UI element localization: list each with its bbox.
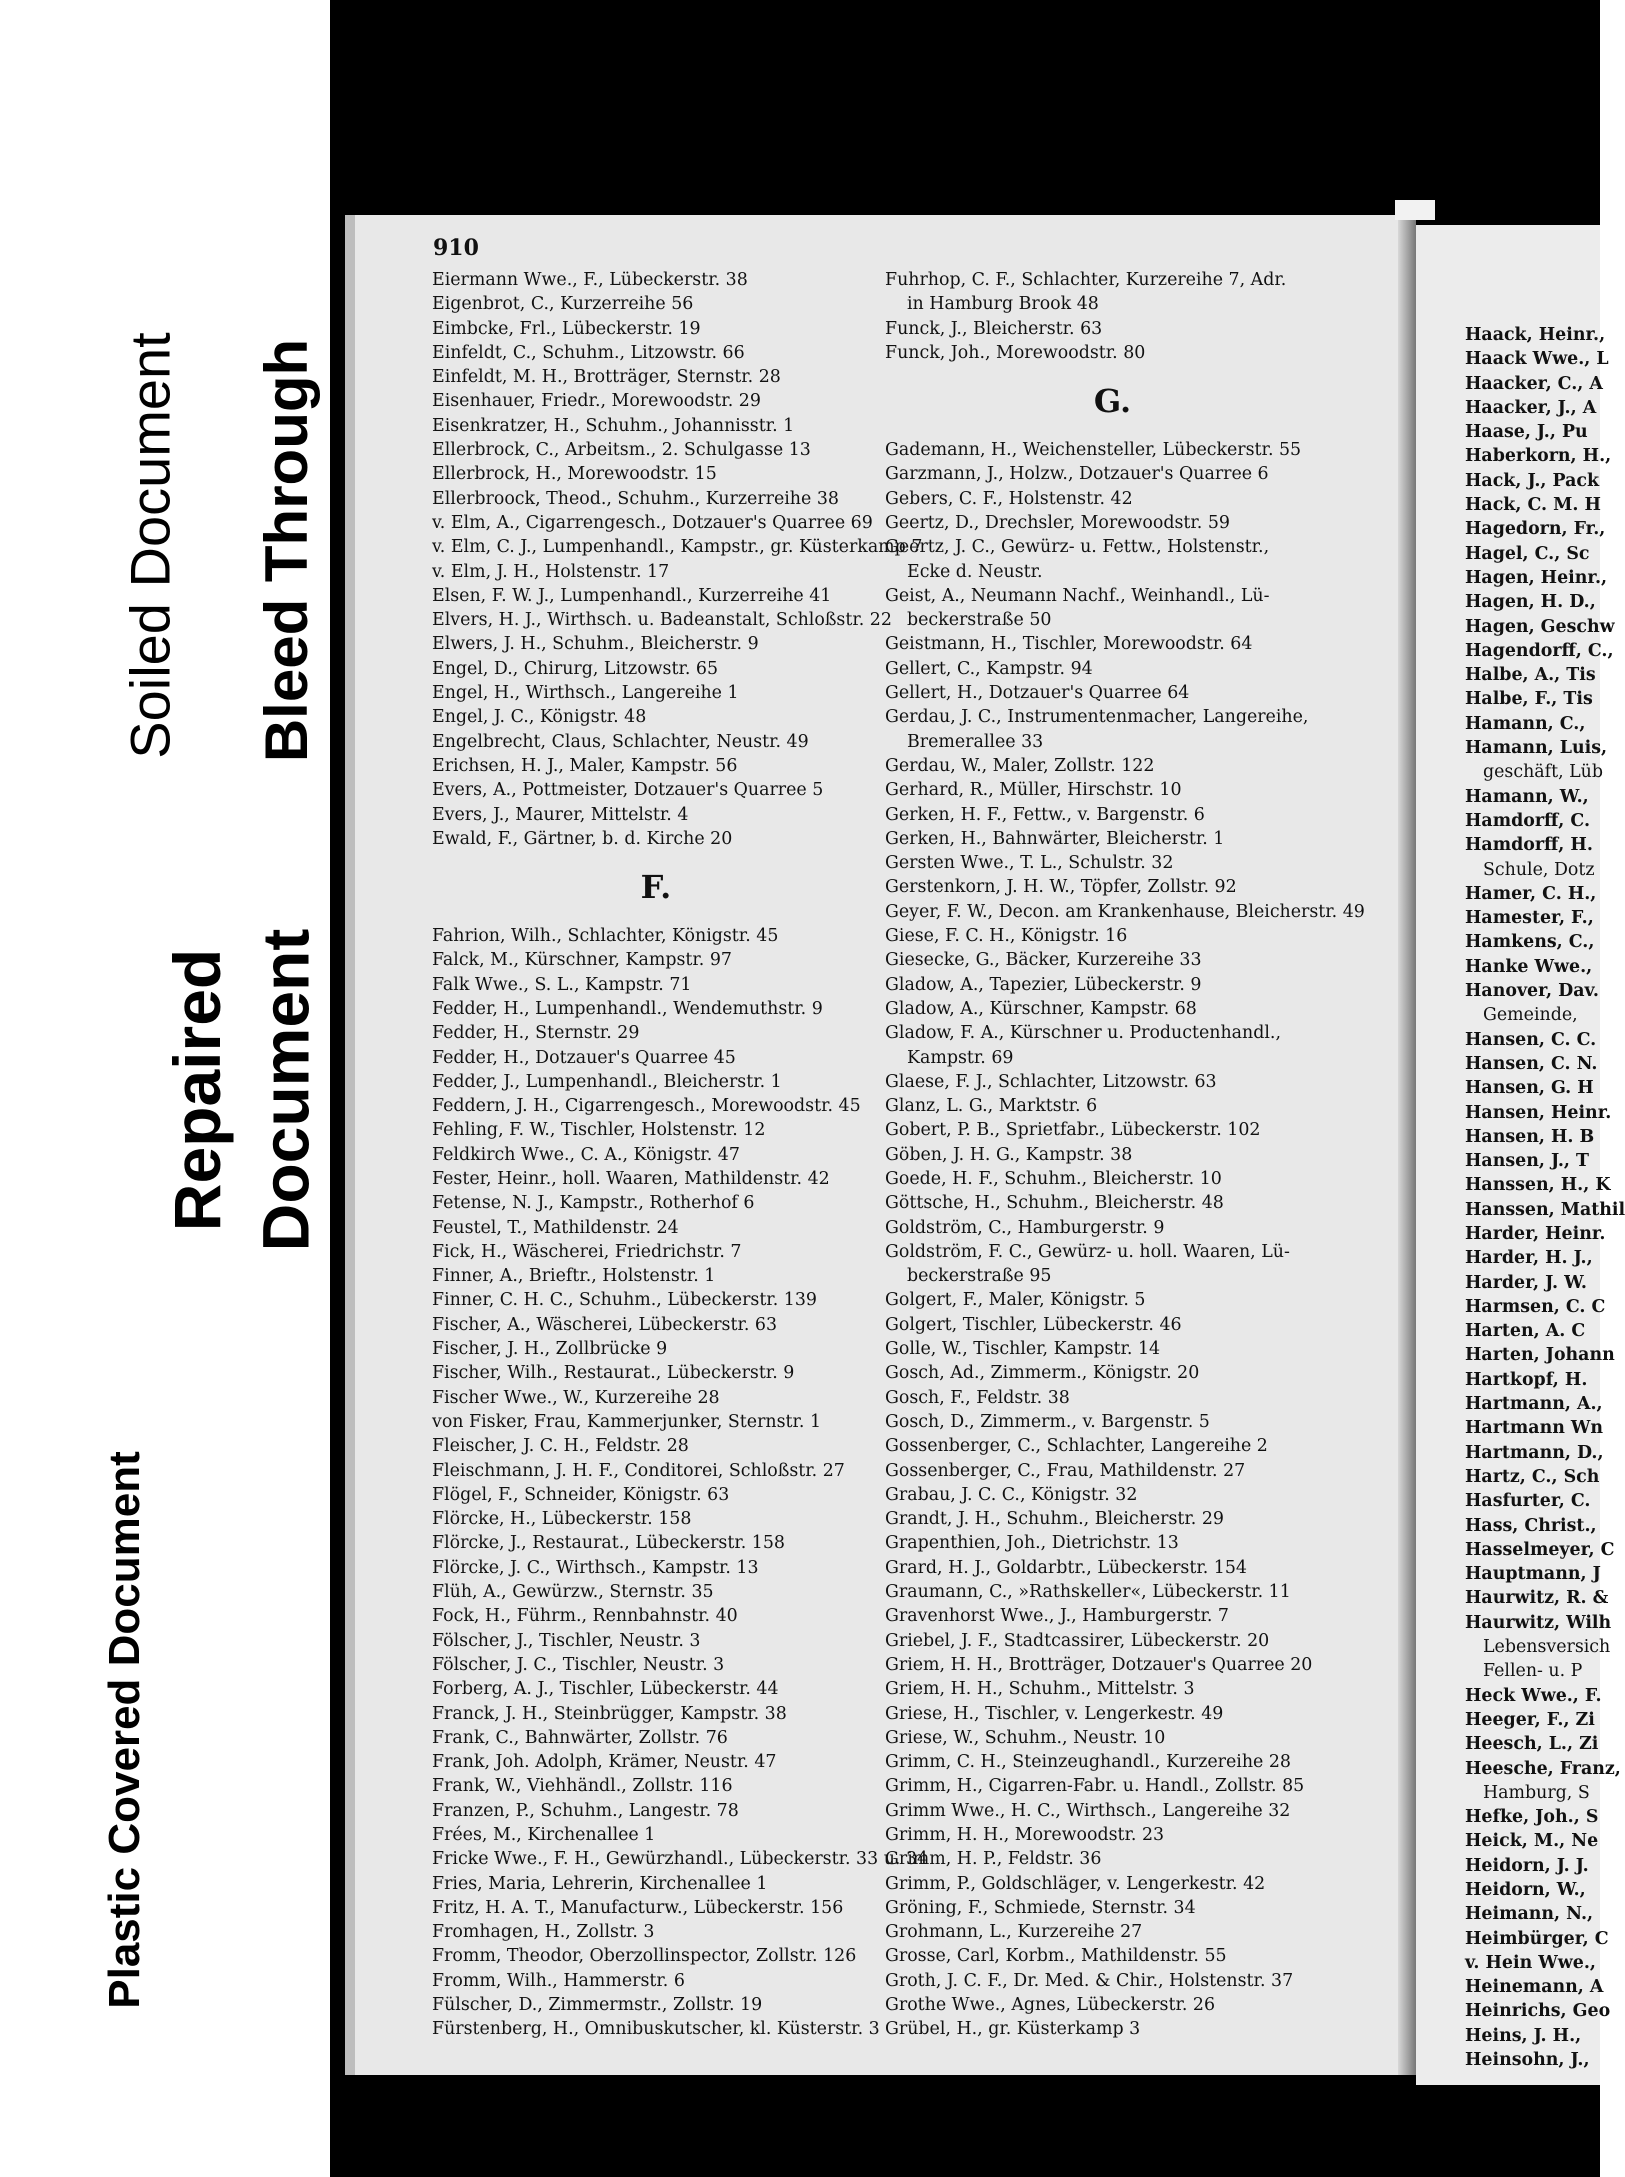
section-letter: F. [640, 868, 672, 907]
facing-page-entry: Haacker, J., A [1465, 397, 1597, 418]
directory-entry: Flögel, F., Schneider, Königstr. 63 [432, 1484, 730, 1505]
facing-page-entry: Hauptmann, J [1465, 1564, 1601, 1585]
directory-entry: Frank, W., Viehhändl., Zollstr. 116 [432, 1776, 733, 1797]
directory-entry: Engel, H., Wirthsch., Langereihe 1 [432, 683, 739, 704]
directory-entry: Flörcke, J. C., Wirthsch., Kampstr. 13 [432, 1557, 759, 1578]
directory-entry: beckerstraße 50 [907, 610, 1052, 631]
directory-entry: Fromm, Theodor, Oberzollinspector, Zollstr. 126 [432, 1946, 857, 1967]
directory-entry: Glanz, L. G., Marktstr. 6 [885, 1096, 1098, 1117]
directory-entry: Fülscher, D., Zimmermstr., Zollstr. 19 [432, 1995, 763, 2016]
facing-page-entry: Hamdorff, H. [1465, 835, 1593, 856]
facing-page-entry: Hack, J., Pack [1465, 470, 1600, 491]
directory-entry: Fester, Heinr., holl. Waaren, Mathildenstr. 42 [432, 1168, 830, 1189]
directory-entry: Fischer, J. H., Zollbrücke 9 [432, 1339, 668, 1360]
directory-entry: Frank, Joh. Adolph, Krämer, Neustr. 47 [432, 1752, 777, 1773]
directory-entry: v. Elm, C. J., Lumpenhandl., Kampstr., gr. Küsterkamp 7 [432, 537, 923, 558]
directory-entry: Golgert, F., Maler, Königstr. 5 [885, 1290, 1146, 1311]
directory-entry: Gladow, F. A., Kürschner u. Productenhandl., [885, 1023, 1281, 1044]
directory-entry: Fries, Maria, Lehrerin, Kirchenallee 1 [432, 1873, 768, 1894]
directory-entry: Grimm, H., Cigarren-Fabr. u. Handl., Zollstr. 85 [885, 1776, 1305, 1797]
repaired-document-label: Document [240, 870, 330, 1310]
directory-entry: Golgert, Tischler, Lübeckerstr. 46 [885, 1314, 1182, 1335]
directory-entry: Elwers, J. H., Schuhm., Bleicherstr. 9 [432, 634, 759, 655]
directory-entry: Engelbrecht, Claus, Schlachter, Neustr. 49 [432, 731, 809, 752]
directory-entry: Funck, Joh., Morewoodstr. 80 [885, 342, 1146, 363]
directory-entry: Grapenthien, Joh., Dietrichstr. 13 [885, 1533, 1179, 1554]
directory-entry: Grabau, J. C. C., Königstr. 32 [885, 1484, 1138, 1505]
directory-entry: Fischer Wwe., W., Kurzereihe 28 [432, 1387, 720, 1408]
facing-page-entry: Haacker, C., A [1465, 373, 1603, 394]
directory-entry: Flüh, A., Gewürzw., Sternstr. 35 [432, 1582, 714, 1603]
directory-entry: Fischer, Wilh., Restaurat., Lübeckerstr. 9 [432, 1363, 795, 1384]
directory-entry: Eisenhauer, Friedr., Morewoodstr. 29 [432, 391, 761, 412]
page-number: 910 [433, 235, 479, 261]
facing-page-entry: Harder, J. W. [1465, 1272, 1587, 1293]
directory-entry: Fuhrhop, C. F., Schlachter, Kurzereihe 7, Adr. [885, 270, 1287, 290]
facing-page-entry: Hamkens, C., [1465, 932, 1595, 953]
directory-entry: Fleischmann, J. H. F., Conditorei, Schloßstr. 27 [432, 1460, 845, 1481]
directory-entry: Griem, H. H., Schuhm., Mittelstr. 3 [885, 1679, 1195, 1700]
directory-entry: Fromhagen, H., Zollstr. 3 [432, 1922, 655, 1943]
directory-entry: Geist, A., Neumann Nachf., Weinhandl., Lü- [885, 585, 1270, 606]
directory-entry: Golle, W., Tischler, Kampstr. 14 [885, 1339, 1161, 1360]
directory-entry: Engel, D., Chirurg, Litzowstr. 65 [432, 658, 719, 679]
facing-page-entry: Heinrichs, Geo [1465, 2001, 1611, 2022]
directory-entry: Fock, H., Führm., Rennbahnstr. 40 [432, 1606, 738, 1627]
directory-entry: Evers, A., Pottmeister, Dotzauer's Quarree 5 [432, 780, 824, 801]
facing-page-entry: Hasfurter, C. [1465, 1491, 1591, 1512]
directory-entry: Grimm, H. P., Feldstr. 36 [885, 1849, 1102, 1870]
facing-page-entry: Hanover, Dav. [1465, 981, 1599, 1002]
directory-entry: v. Elm, J. H., Holstenstr. 17 [432, 561, 670, 582]
facing-page-entry: Hamann, C., [1465, 713, 1586, 734]
directory-entry: Griese, H., Tischler, v. Lengerkestr. 49 [885, 1703, 1224, 1724]
directory-entry: Gosch, D., Zimmerm., v. Bargenstr. 5 [885, 1411, 1210, 1432]
directory-entry: Griebel, J. F., Stadtcassirer, Lübeckerstr. 20 [885, 1630, 1270, 1651]
directory-entry: Gerken, H., Bahnwärter, Bleicherstr. 1 [885, 828, 1225, 849]
directory-entry: Feldkirch Wwe., C. A., Königstr. 47 [432, 1144, 740, 1165]
directory-entry: Gerken, H. F., Fettw., v. Bargenstr. 6 [885, 804, 1205, 825]
directory-entry: Gröning, F., Schmiede, Sternstr. 34 [885, 1897, 1196, 1918]
facing-page-entry: Haack, Heinr., [1465, 325, 1606, 345]
facing-page-entry: Hamer, C. H., [1465, 883, 1597, 904]
directory-entry: Fedder, H., Sternstr. 29 [432, 1023, 640, 1044]
page-gutter [1398, 215, 1416, 2075]
facing-page-entry: Heidorn, W., [1465, 1880, 1586, 1900]
directory-entry: Gladow, A., Tapezier, Lübeckerstr. 9 [885, 974, 1202, 995]
directory-entry: Fischer, A., Wäscherei, Lübeckerstr. 63 [432, 1314, 778, 1335]
facing-page-entry: Hanssen, H., K [1465, 1175, 1611, 1196]
facing-page-entry: Heins, J. H., [1465, 2025, 1582, 2046]
directory-entry: Fürstenberg, H., Omnibuskutscher, kl. Küsterstr. 3 [432, 2019, 880, 2040]
facing-page-entry: Hagedorn, Fr., [1465, 519, 1606, 540]
directory-entry: Griem, H. H., Brotträger, Dotzauer's Quarree 20 [885, 1654, 1313, 1675]
facing-page-entry: Schule, Dotz [1483, 859, 1595, 880]
directory-entry: Gellert, H., Dotzauer's Quarree 64 [885, 683, 1190, 704]
directory-entry: Gobert, P. B., Sprietfabr., Lübeckerstr. 102 [885, 1120, 1261, 1141]
directory-entry: Kampstr. 69 [907, 1047, 1014, 1068]
directory-entry: Eigenbrot, C., Kurzerreihe 56 [432, 294, 694, 315]
directory-entry: von Fisker, Frau, Kammerjunker, Sternstr. 1 [432, 1411, 822, 1432]
directory-entry: Glaese, F. J., Schlachter, Litzowstr. 63 [885, 1071, 1217, 1092]
directory-entry: Fick, H., Wäscherei, Friedrichstr. 7 [432, 1241, 742, 1262]
directory-entry: Göben, J. H. G., Kampstr. 38 [885, 1144, 1133, 1165]
bleed-through-label: Bleed Through [232, 250, 342, 850]
directory-entry: v. Elm, A., Cigarrengesch., Dotzauer's Quarree 69 [432, 512, 873, 533]
facing-page-entry: Haack Wwe., L [1465, 349, 1609, 370]
directory-entry: Goldström, C., Hamburgerstr. 9 [885, 1217, 1165, 1238]
facing-page-column [1465, 323, 1625, 2072]
facing-page-entry: Fellen- u. P [1483, 1661, 1583, 1682]
facing-page-entry: Hagendorff, C., [1465, 640, 1614, 661]
directory-entry: Giese, F. C. H., Königstr. 16 [885, 926, 1128, 947]
directory-entry: Grohmann, L., Kurzereihe 27 [885, 1922, 1143, 1943]
facing-page-entry: Heck Wwe., F. [1465, 1685, 1602, 1706]
facing-page-entry: Heimann, N., [1465, 1904, 1594, 1925]
facing-page-entry: Halbe, F., Tis [1465, 689, 1593, 710]
facing-page-entry: Heesch, L., Zi [1465, 1734, 1599, 1755]
facing-page-entry: Heinsohn, J., [1465, 2050, 1590, 2071]
directory-entry: Gladow, A., Kürschner, Kampstr. 68 [885, 998, 1197, 1019]
directory-entry: Gerdau, W., Maler, Zollstr. 122 [885, 755, 1155, 776]
directory-entry: Gademann, H., Weichensteller, Lübeckerstr. 55 [885, 440, 1302, 461]
facing-page-entry: Hefke, Joh., S [1465, 1807, 1599, 1828]
directory-entry: Funck, J., Bleicherstr. 63 [885, 318, 1103, 339]
facing-page-entry: Haberkorn, H., [1465, 446, 1612, 467]
facing-page-entry: Harten, Johann [1465, 1345, 1615, 1366]
directory-entry: Fetense, N. J., Kampstr., Rotherhof 6 [432, 1193, 755, 1214]
directory-entry: Gossenberger, C., Frau, Mathildenstr. 27 [885, 1460, 1246, 1481]
directory-entry: Forberg, A. J., Tischler, Lübeckerstr. 44 [432, 1679, 779, 1700]
facing-page-entry: Hansen, Heinr. [1465, 1102, 1612, 1123]
facing-page-entry: Hansen, C. C. [1465, 1029, 1597, 1050]
directory-entry: Finner, C. H. C., Schuhm., Lübeckerstr. 139 [432, 1290, 817, 1311]
facing-page-entry: Heeger, F., Zi [1465, 1709, 1595, 1730]
directory-entry: Grandt, J. H., Schuhm., Bleicherstr. 29 [885, 1509, 1224, 1530]
facing-page-entry: Hass, Christ., [1465, 1515, 1597, 1536]
facing-page-entry: Hamburg, S [1483, 1782, 1590, 1803]
directory-entry: Evers, J., Maurer, Mittelstr. 4 [432, 804, 689, 825]
directory-entry: Fahrion, Wilh., Schlachter, Königstr. 45 [432, 926, 779, 947]
directory-entry: Eiermann Wwe., F., Lübeckerstr. 38 [432, 270, 748, 290]
directory-entry: Erichsen, H. J., Maler, Kampstr. 56 [432, 755, 738, 776]
directory-entry: Eisenkratzer, H., Schuhm., Johannisstr. 1 [432, 415, 795, 436]
directory-entry: Geistmann, H., Tischler, Morewoodstr. 64 [885, 634, 1253, 655]
directory-entry: Grosse, Carl, Korbm., Mathildenstr. 55 [885, 1946, 1227, 1967]
directory-entry: Engel, J. C., Königstr. 48 [432, 707, 647, 728]
directory-entry: Gosch, F., Feldstr. 38 [885, 1387, 1070, 1408]
directory-entry: Franck, J. H., Steinbrügger, Kampstr. 38 [432, 1703, 787, 1724]
facing-page-entry: Hartmann Wn [1465, 1418, 1604, 1439]
facing-page-entry: v. Hein Wwe., [1465, 1952, 1596, 1973]
facing-page-entry: Hanssen, Mathil [1465, 1199, 1625, 1220]
facing-page-entry: Heimbürger, C [1465, 1928, 1609, 1949]
directory-entry: Giesecke, G., Bäcker, Kurzereihe 33 [885, 950, 1202, 971]
repaired-label: Repaired [152, 870, 242, 1310]
directory-entry: Elsen, F. W. J., Lumpenhandl., Kurzerreihe 41 [432, 585, 832, 606]
directory-column-right [885, 268, 1365, 2042]
directory-entry: Garzmann, J., Holzw., Dotzauer's Quarree 6 [885, 464, 1269, 485]
directory-entry: Grimm Wwe., H. C., Wirthsch., Langereihe 32 [885, 1800, 1291, 1821]
directory-entry: Graumann, C., »Rathskeller«, Lübeckerstr. 11 [885, 1582, 1291, 1603]
directory-entry: Gosch, Ad., Zimmerm., Königstr. 20 [885, 1363, 1200, 1384]
facing-page-entry: Hagen, Heinr., [1465, 567, 1608, 588]
directory-entry: Grard, H. J., Goldarbtr., Lübeckerstr. 154 [885, 1557, 1247, 1578]
facing-page-entry: Haurwitz, Wilh [1465, 1612, 1612, 1633]
directory-entry: Gebers, C. F., Holstenstr. 42 [885, 488, 1133, 509]
facing-page-entry: Hansen, H. B [1465, 1126, 1595, 1147]
facing-page-entry: Gemeinde, [1483, 1005, 1578, 1026]
facing-page-entry: Hagen, H. D., [1465, 592, 1596, 613]
facing-page-entry: Hansen, J., T [1465, 1151, 1589, 1172]
facing-page-entry: Haurwitz, R. & [1465, 1588, 1609, 1609]
facing-page-entry: Heinemann, A [1465, 1977, 1604, 1998]
directory-entry: Fromm, Wilh., Hammerstr. 6 [432, 1970, 685, 1991]
soiled-document-label: Soiled Document [100, 250, 200, 840]
directory-entry: Ellerbrock, H., Morewoodstr. 15 [432, 464, 717, 485]
directory-entry: Feustel, T., Mathildenstr. 24 [432, 1217, 679, 1238]
directory-entry: Fölscher, J. C., Tischler, Neustr. 3 [432, 1654, 725, 1675]
facing-page-entry: Lebensversich [1483, 1637, 1611, 1658]
directory-entry: Feddern, J. H., Cigarrengesch., Morewoodstr. 45 [432, 1096, 861, 1117]
directory-entry: Geyer, F. W., Decon. am Krankenhause, Bleicherstr. 49 [885, 901, 1365, 922]
facing-page-entry: Hansen, G. H [1465, 1078, 1594, 1099]
facing-page-entry: Haase, J., Pu [1465, 422, 1588, 443]
directory-entry: Ellerbroock, Theod., Schuhm., Kurzerreihe 38 [432, 488, 839, 509]
directory-entry: Grimm, H. H., Morewoodstr. 23 [885, 1825, 1165, 1845]
directory-entry: Finner, A., Brieftr., Holstenstr. 1 [432, 1266, 716, 1287]
directory-entry: Ewald, F., Gärtner, b. d. Kirche 20 [432, 828, 733, 849]
facing-page-entry: Hansen, C. N. [1465, 1053, 1598, 1074]
directory-entry: Einfeldt, M. H., Brotträger, Sternstr. 28 [432, 367, 781, 388]
directory-entry: Fricke Wwe., F. H., Gewürzhandl., Lübeckerstr. 33 u. 34 [432, 1849, 929, 1870]
facing-page-entry: Hagel, C., Sc [1465, 543, 1590, 564]
facing-page-entry: Hartmann, A., [1465, 1394, 1603, 1415]
directory-entry: Goldström, F. C., Gewürz- u. holl. Waaren, Lü- [885, 1241, 1290, 1262]
facing-page-entry: Hack, C. M. H [1465, 495, 1601, 516]
directory-entry: Fedder, H., Dotzauer's Quarree 45 [432, 1047, 736, 1068]
directory-entry: Gerhard, R., Müller, Hirschstr. 10 [885, 780, 1182, 801]
plastic-covered-document-label: Plastic Covered Document [70, 1420, 180, 2040]
facing-page-entry: Hanke Wwe., [1465, 956, 1593, 977]
binding-thread [1395, 200, 1435, 220]
facing-page-entry: Hamdorff, C. [1465, 810, 1590, 831]
directory-entry: Falk Wwe., S. L., Kampstr. 71 [432, 974, 692, 995]
facing-page-entry: Harten, A. C [1465, 1321, 1586, 1342]
directory-entry: Grothe Wwe., Agnes, Lübeckerstr. 26 [885, 1995, 1216, 2016]
directory-entry: Grimm, P., Goldschläger, v. Lengerkestr. 42 [885, 1873, 1266, 1894]
facing-page-entry: Hasselmeyer, C [1465, 1539, 1615, 1560]
facing-page-entry: Hamann, W., [1465, 786, 1589, 807]
facing-page-entry: Hamann, Luis, [1465, 738, 1608, 759]
directory-entry: Fedder, J., Lumpenhandl., Bleicherstr. 1 [432, 1071, 782, 1092]
facing-page-entry: Halbe, A., Tis [1465, 665, 1596, 686]
directory-entry: Einfeldt, C., Schuhm., Litzowstr. 66 [432, 342, 745, 363]
directory-entry: Fölscher, J., Tischler, Neustr. 3 [432, 1630, 701, 1651]
directory-entry: Griese, W., Schuhm., Neustr. 10 [885, 1727, 1166, 1748]
facing-page-entry: Heick, M., Ne [1465, 1831, 1599, 1852]
directory-entry: Frank, C., Bahnwärter, Zollstr. 76 [432, 1727, 728, 1748]
directory-entry: Ecke d. Neustr. [907, 561, 1043, 582]
directory-entry: Gerstenkorn, J. H. W., Töpfer, Zollstr. 92 [885, 877, 1237, 898]
facing-page-entry: Hartkopf, H. [1465, 1369, 1588, 1390]
directory-entry: Gellert, C., Kampstr. 94 [885, 658, 1093, 679]
directory-entry: Elvers, H. J., Wirthsch. u. Badeanstalt, Schloßstr. 22 [432, 610, 892, 631]
facing-page-entry: Hartmann, D., [1465, 1442, 1604, 1463]
facing-page-entry: Heidorn, J. J. [1465, 1855, 1589, 1876]
directory-entry: Flörcke, H., Lübeckerstr. 158 [432, 1509, 692, 1530]
facing-page-entry: Hartz, C., Sch [1465, 1466, 1600, 1487]
directory-entry: Grimm, C. H., Steinzeughandl., Kurzereihe 28 [885, 1752, 1291, 1773]
facing-page-entry: Harder, H. J., [1465, 1248, 1593, 1269]
directory-entry: Grübel, H., gr. Küsterkamp 3 [885, 2019, 1141, 2040]
directory-entry: Franzen, P., Schuhm., Langestr. 78 [432, 1800, 739, 1821]
facing-page-entry: geschäft, Lüb [1483, 762, 1604, 783]
directory-entry: Bremerallee 33 [907, 731, 1044, 752]
directory-entry: Falck, M., Kürschner, Kampstr. 97 [432, 950, 732, 971]
directory-entry: Fleischer, J. C. H., Feldstr. 28 [432, 1436, 689, 1457]
directory-entry: Fritz, H. A. T., Manufacturw., Lübeckerstr. 156 [432, 1897, 844, 1918]
directory-entry: Göttsche, H., Schuhm., Bleicherstr. 48 [885, 1193, 1224, 1214]
facing-page-entry: Hamester, F., [1465, 908, 1594, 929]
facing-page-entry: Hagen, Geschw [1465, 616, 1615, 637]
directory-entry: Flörcke, J., Restaurat., Lübeckerstr. 158 [432, 1533, 785, 1554]
directory-entry: Gravenhorst Wwe., J., Hamburgerstr. 7 [885, 1606, 1229, 1627]
directory-entry: Fedder, H., Lumpenhandl., Wendemuthstr. 9 [432, 998, 823, 1019]
directory-entry: Frées, M., Kirchenallee 1 [432, 1825, 656, 1845]
directory-entry: beckerstraße 95 [907, 1266, 1052, 1287]
directory-entry: Goede, H. F., Schuhm., Bleicherstr. 10 [885, 1168, 1222, 1189]
facing-page-entry: Heesche, Franz, [1465, 1758, 1621, 1779]
facing-page-entry: Harder, Heinr. [1465, 1223, 1606, 1244]
directory-entry: Groth, J. C. F., Dr. Med. & Chir., Holstenstr. 37 [885, 1970, 1294, 1991]
directory-entry: Gossenberger, C., Schlachter, Langereihe 2 [885, 1436, 1268, 1457]
directory-column-left [432, 268, 929, 2042]
directory-entry: Eimbcke, Frl., Lübeckerstr. 19 [432, 318, 701, 339]
directory-entry: Fehling, F. W., Tischler, Holstenstr. 12 [432, 1120, 766, 1141]
directory-entry: Ellerbrock, C., Arbeitsm., 2. Schulgasse 13 [432, 440, 811, 461]
directory-entry: Geertz, J. C., Gewürz- u. Fettw., Holstenstr., [885, 537, 1270, 558]
directory-entry: Gerdau, J. C., Instrumentenmacher, Langereihe, [885, 707, 1309, 728]
directory-entry: in Hamburg Brook 48 [907, 294, 1099, 315]
section-letter: G. [1093, 382, 1132, 421]
facing-page-entry: Harmsen, C. C [1465, 1296, 1606, 1317]
directory-entry: Geertz, D., Drechsler, Morewoodstr. 59 [885, 512, 1230, 533]
directory-entry: Gersten Wwe., T. L., Schulstr. 32 [885, 853, 1174, 874]
